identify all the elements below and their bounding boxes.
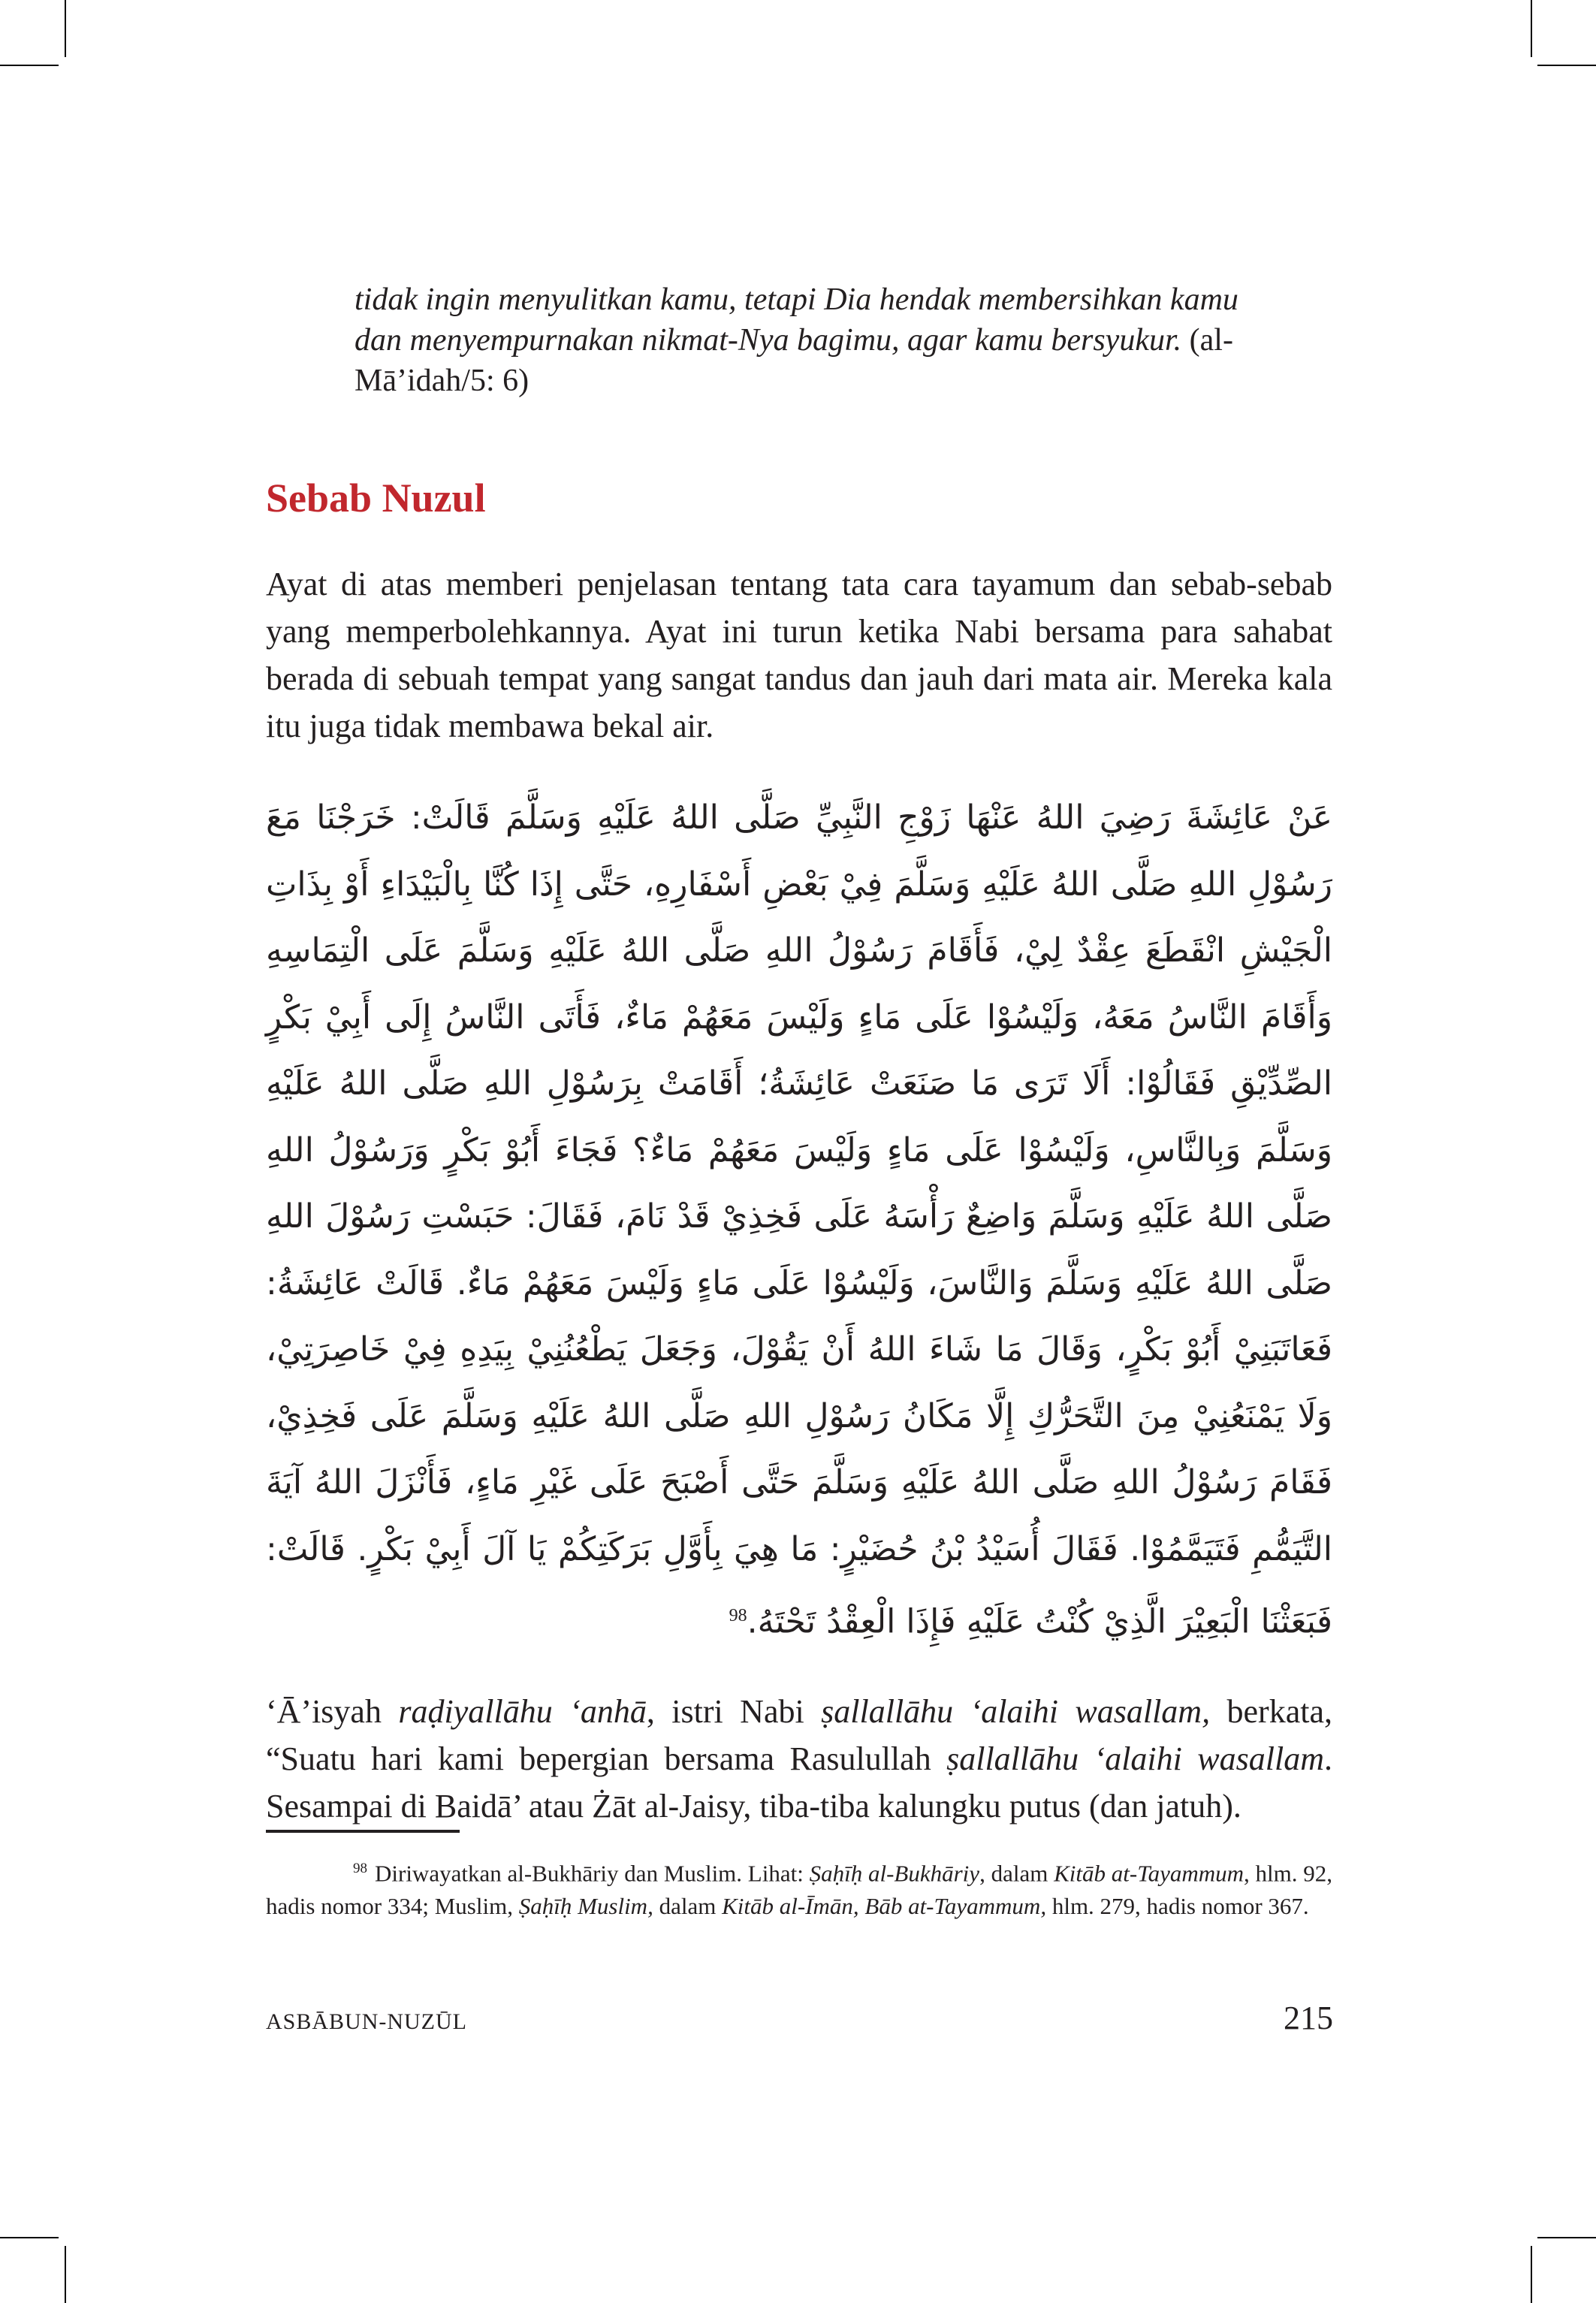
intro-paragraph xyxy=(266,560,1332,750)
hadith-arabic-body: عَنْ عَائِشَةَ رَضِيَ اللهُ عَنْهَا زَوْجِ النَّبِيِّ صَلَّى اللهُ عَلَيْهِ وَسَلَّمَ قَالَتْ: خَرَجْنَا مَعَ رَسُوْلِ اللهِ صَلَّى اللهُ عَلَيْهِ وَسَلَّمَ فِيْ بَعْضِ أَسْفَارِهِ، حَتَّى إِذَا كُنَّا بِالْبَيْدَاءِ أَوْ بِذَاتِ الْجَيْشِ انْقَطَعَ عِقْدٌ لِيْ، فَأَقَامَ رَسُوْلُ اللهِ صَلَّى اللهُ عَلَيْهِ وَسَلَّمَ عَلَى الْتِمَاسِهِ وَأَقَامَ النَّاسُ مَعَهُ، وَلَيْسُوْا عَلَى مَاءٍ وَلَيْسَ مَعَهُمْ مَاءٌ، فَأَتَى النَّاسُ إِلَى أَبِيْ بَكْرٍ الصِّدِّيْقِ فَقَالُوْا: أَلَا تَرَى مَا صَنَعَتْ عَائِشَةُ؛ أَقَامَتْ بِرَسُوْلِ اللهِ صَلَّى اللهُ عَلَيْهِ وَسَلَّمَ وَبِالنَّاسِ، وَلَيْسُوْا عَلَى مَاءٍ وَلَيْسَ مَعَهُمْ مَاءٌ؟ فَجَاءَ أَبُوْ بَكْرٍ وَرَسُوْلُ اللهِ صَلَّى اللهُ عَلَيْهِ وَسَلَّمَ وَاضِعٌ رَأْسَهُ عَلَى فَخِذِيْ قَدْ نَامَ، فَقَالَ: حَبَسْتِ رَسُوْلَ اللهِ صَلَّى اللهُ عَلَيْهِ وَسَلَّمَ وَالنَّاسَ، وَلَيْسُوْا عَلَى مَاءٍ وَلَيْسَ مَعَهُمْ مَاءٌ. قَالَتْ عَائِشَةُ: فَعَاتَبَنِيْ أَبُوْ بَكْرٍ، وَقَالَ مَا شَاءَ اللهُ أَنْ يَقُوْلَ، وَجَعَلَ يَطْعُنُنِيْ بِيَدِهِ فِيْ خَاصِرَتِيْ، وَلَا يَمْنَعُنِيْ مِنَ التَّحَرُّكِ إِلَّا مَكَانُ رَسُوْلِ اللهِ صَلَّى اللهُ عَلَيْهِ وَسَلَّمَ عَلَى فَخِذِيْ، فَقَامَ رَسُوْلُ اللهِ صَلَّى اللهُ عَلَيْهِ وَسَلَّمَ حَتَّى أَصْبَحَ عَلَى غَيْرِ مَاءٍ، فَأَنْزَلَ اللهُ آيَةَ التَّيَمُّمِ فَتَيَمَّمُوْا. فَقَالَ أُسَيْدُ بْنُ حُضَيْرٍ: مَا هِيَ بِأَوَّلِ بَرَكَتِكُمْ يَا آلَ أَبِيْ بَكْرٍ. قَالَتْ: فَبَعَثْنَا الْبَعِيْرَ الَّذِيْ كُنْتُ عَلَيْهِ فَإِذَا الْعِقْدُ تَحْتَهُ. xyxy=(266,798,1332,1641)
crop-mark xyxy=(65,0,66,57)
verse-translation-quote xyxy=(354,279,1248,401)
quote-reference: (al-Mā’idah/5: 6) xyxy=(354,323,1233,398)
crop-mark xyxy=(65,2246,66,2303)
footnote-reference[interactable]: 98 xyxy=(729,1606,747,1625)
footnote xyxy=(266,1852,1332,1923)
hadith-arabic-text xyxy=(266,785,1332,1656)
crop-mark xyxy=(1537,65,1596,66)
footnote-number: 98 xyxy=(353,1861,367,1876)
crop-mark xyxy=(1531,0,1532,57)
crop-mark xyxy=(1531,2246,1532,2303)
quote-text: tidak ingin menyulitkan kamu, tetapi Dia hendak membersihkan kamu dan menyempurnakan nikmat-Nya bagimu, agar kamu bersyukur. xyxy=(354,282,1238,358)
crop-mark xyxy=(0,65,59,66)
crop-mark xyxy=(0,2237,59,2238)
section-title: Sebab Nuzul xyxy=(266,475,486,521)
footnote-divider xyxy=(266,1830,460,1833)
translation-text: ‘Ā’isyah raḍiyallāhu ‘anhā, istri Nabi ṣallallāhu ‘alaihi wasallam, berkata, “Suatu hari kami bepergian bersama Rasulullah ṣallallāhu ‘alaihi wasallam. Sesampai di Baidā’ atau Żāt al-Jaisy, tiba-tiba kalungku putus (dan jatuh). xyxy=(266,1693,1332,1825)
footnote-text: $^{98}$ Diriwayatkan al-Bukhāriy dan Muslim. Lihat: Ṣaḥīḥ al-Bukhāriy, dalam Kitāb at-Tayammum, hlm. 92, hadis nomor 334; Muslim, Ṣaḥīḥ Muslim, dalam Kitāb al-Īmān, Bāb at-Tayammum, hlm. 279, hadis nomor 367. xyxy=(266,1860,1333,1920)
page-number: 215 xyxy=(1284,2000,1333,2036)
running-head: ASBĀBUN-NUZŪL xyxy=(266,2009,467,2034)
intro-text: Ayat di atas memberi penjelasan tentang tata cara tayamum dan sebab-sebab yang memperbolehkannya. Ayat ini turun ketika Nabi bersama para sahabat berada di sebuah tempat yang sangat tandus dan jauh dari mata air. Mereka kala itu juga tidak membawa bekal air. xyxy=(266,566,1332,744)
crop-mark xyxy=(1537,2237,1596,2238)
hadith-translation xyxy=(266,1688,1332,1830)
